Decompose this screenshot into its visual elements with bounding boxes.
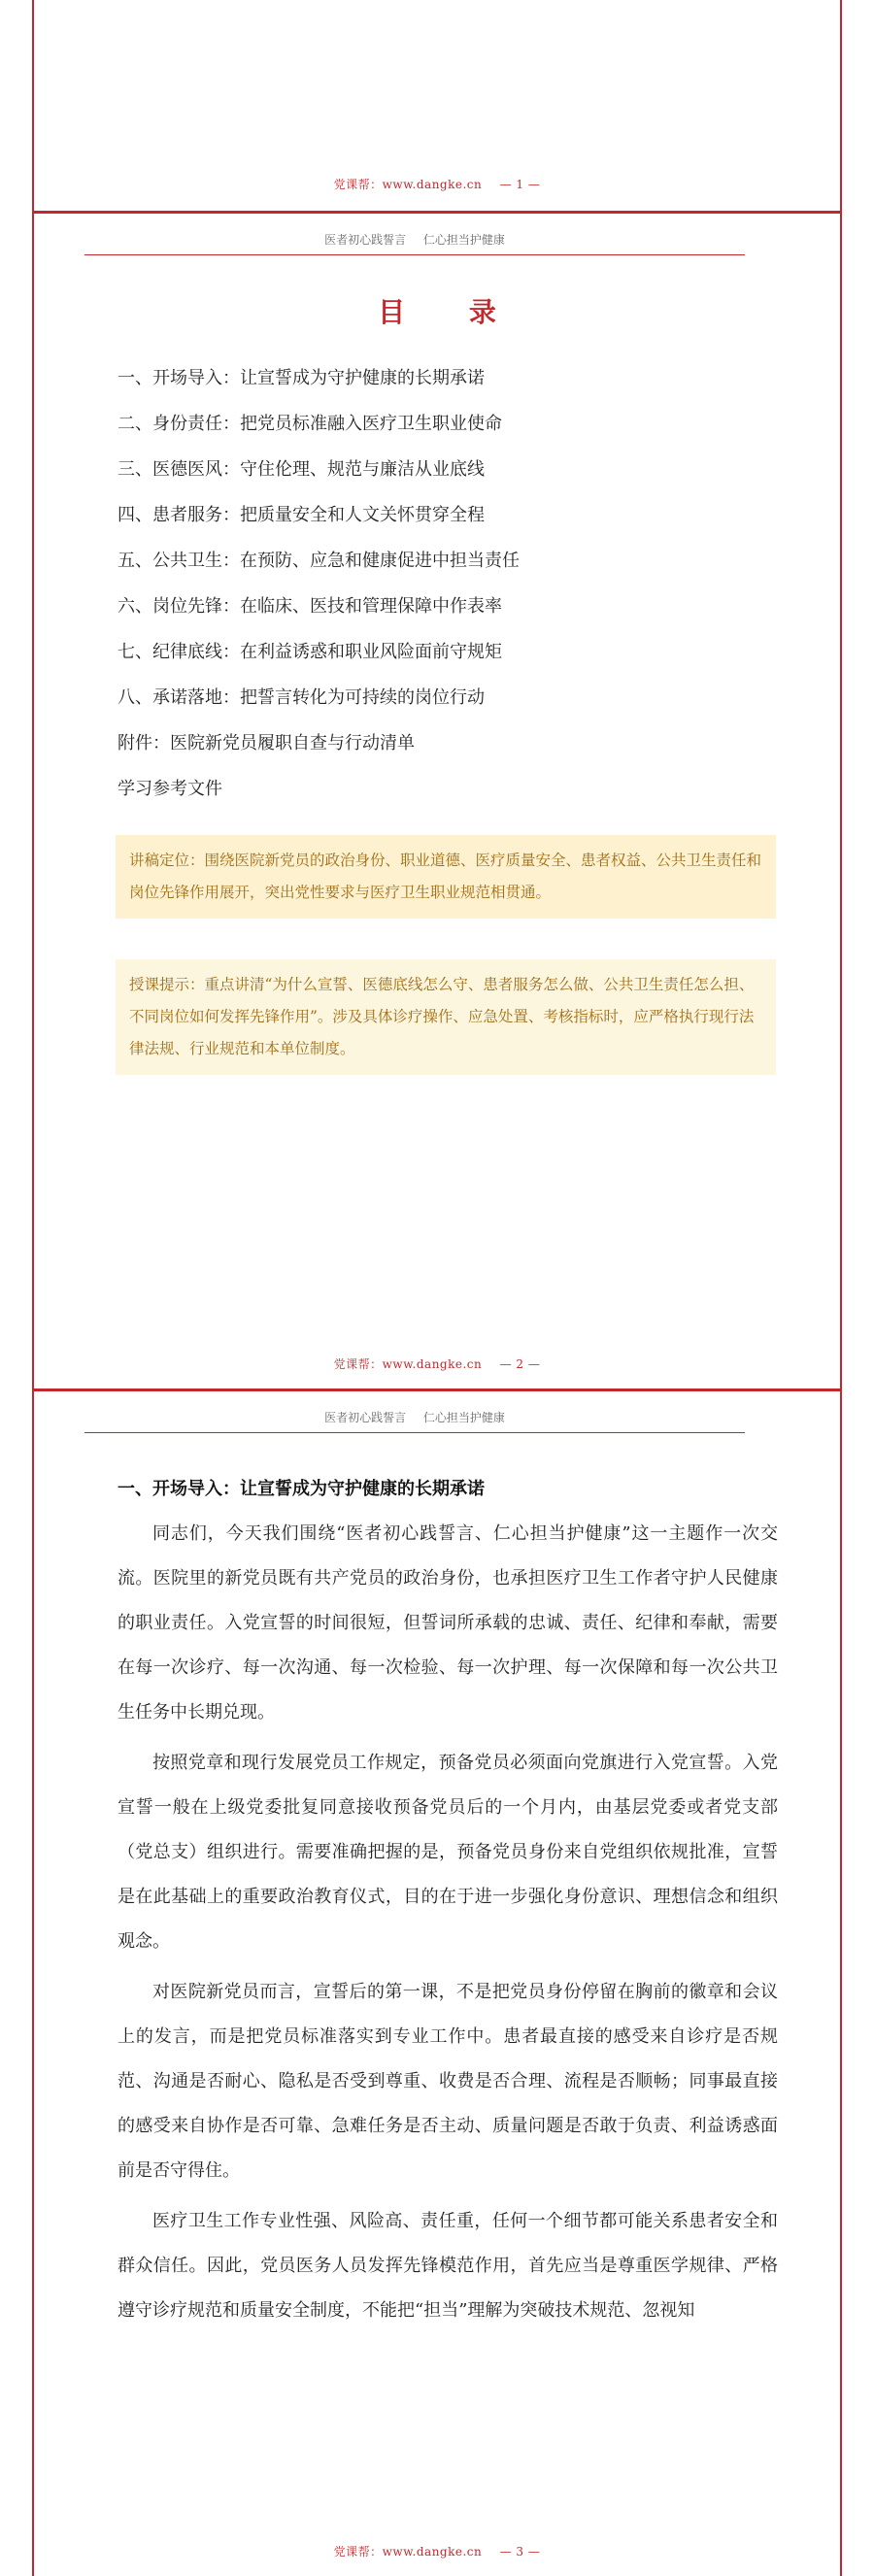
footer-site: 党课帮：www.dangke.cn <box>333 178 483 191</box>
toc-item[interactable]: 一、开场导入：让宣誓成为守护健康的长期承诺 <box>118 368 485 388</box>
header-right: 仁心担当护健康 <box>422 1411 505 1424</box>
toc-item[interactable]: 学习参考文件 <box>118 779 222 799</box>
toc-item[interactable]: 七、纪律底线：在利益诱惑和职业风险面前守规矩 <box>118 642 502 662</box>
toc-item[interactable]: 四、患者服务：把质量安全和人文关怀贯穿全程 <box>118 505 485 525</box>
note-positioning: 讲稿定位：围绕医院新党员的政治身份、职业道德、医疗质量安全、患者权益、公共卫生责任和岗位先锋作用展开，突出党性要求与医疗卫生职业规范相贯通。 <box>116 835 776 919</box>
body-paragraph: 按照党章和现行发展党员工作规定，预备党员必须面向党旗进行入党宣誓。入党宣誓一般在上级党委批复同意接收预备党员后的一个月内，由基层党委或者党支部（党总支）组织进行。需要准确把握的是，预备党员身份来自党组织依规批准，宣誓是在此基础上的重要政治教育仪式，目的在于进一步强化身份意识、理想信念和组织观念。 <box>118 1753 778 1952</box>
page-footer <box>34 1355 840 1372</box>
page-header <box>84 231 745 255</box>
footer-page-number: — 1 — <box>499 178 541 191</box>
footer-page-number: — 2 — <box>499 1357 541 1371</box>
header-left: 医者初心践誓言 <box>324 1411 407 1424</box>
toc-item[interactable]: 二、身份责任：把党员标准融入医疗卫生职业使命 <box>118 414 502 434</box>
header-right: 仁心担当护健康 <box>422 233 505 247</box>
toc-item[interactable]: 三、医德医风：守住伦理、规范与廉洁从业底线 <box>118 459 485 480</box>
toc-item[interactable]: 八、承诺落地：把誓言转化为可持续的岗位行动 <box>118 687 485 708</box>
page-2 <box>32 214 842 1388</box>
toc-item[interactable]: 附件：医院新党员履职自查与行动清单 <box>118 733 415 753</box>
header-left: 医者初心践誓言 <box>324 233 407 247</box>
body-paragraph: 同志们，今天我们围绕“医者初心践誓言、仁心担当护健康”这一主题作一次交流。医院里的新党员既有共产党员的政治身份，也承担医疗卫生工作者守护人民健康的职业责任。入党宣誓的时间很短，但誓词所承载的忠诚、责任、纪律和奉献，需要在每一次诊疗、每一次沟通、每一次检验、每一次护理、每一次保障和每一次公共卫生任务中长期兑现。 <box>118 1523 778 1723</box>
page-footer <box>34 176 840 192</box>
page-1 <box>32 0 842 211</box>
toc-item[interactable]: 六、岗位先锋：在临床、医技和管理保障中作表率 <box>118 596 502 617</box>
page-footer <box>34 2543 840 2559</box>
footer-page-number: — 3 — <box>499 2545 541 2559</box>
toc-title: 目 录 <box>378 296 523 328</box>
body-content <box>118 1475 778 2333</box>
page-header <box>84 1409 745 1433</box>
body-paragraph: 对医院新党员而言，宣誓后的第一课，不是把党员身份停留在胸前的徽章和会议上的发言，而是把党员标准落实到专业工作中。患者最直接的感受来自诊疗是否规范、沟通是否耐心、隐私是否受到尊重、收费是否合理、流程是否顺畅；同事最直接的感受来自协作是否可靠、急难任务是否主动、质量问题是否敢于负责、利益诱惑面前是否守得住。 <box>118 1982 778 2181</box>
section-heading: 一、开场导入：让宣誓成为守护健康的长期承诺 <box>118 1479 485 1499</box>
footer-site: 党课帮：www.dangke.cn <box>333 2545 483 2559</box>
note-tips: 授课提示：重点讲清“为什么宣誓、医德底线怎么守、患者服务怎么做、公共卫生责任怎么担、不同岗位如何发挥先锋作用”。涉及具体诊疗操作、应急处置、考核指标时，应严格执行现行法律法规、行业规范和本单位制度。 <box>116 959 776 1075</box>
toc-list <box>118 355 778 812</box>
body-paragraph: 医疗卫生工作专业性强、风险高、责任重，任何一个细节都可能关系患者安全和群众信任。因此，党员医务人员发挥先锋模范作用，首先应当是尊重医学规律、严格遵守诊疗规范和质量安全制度，不能把“担当”理解为突破技术规范、忽视知 <box>118 2211 778 2321</box>
footer-site: 党课帮：www.dangke.cn <box>333 1357 483 1371</box>
toc-item[interactable]: 五、公共卫生：在预防、应急和健康促进中担当责任 <box>118 551 520 571</box>
page-3 <box>32 1391 842 2576</box>
